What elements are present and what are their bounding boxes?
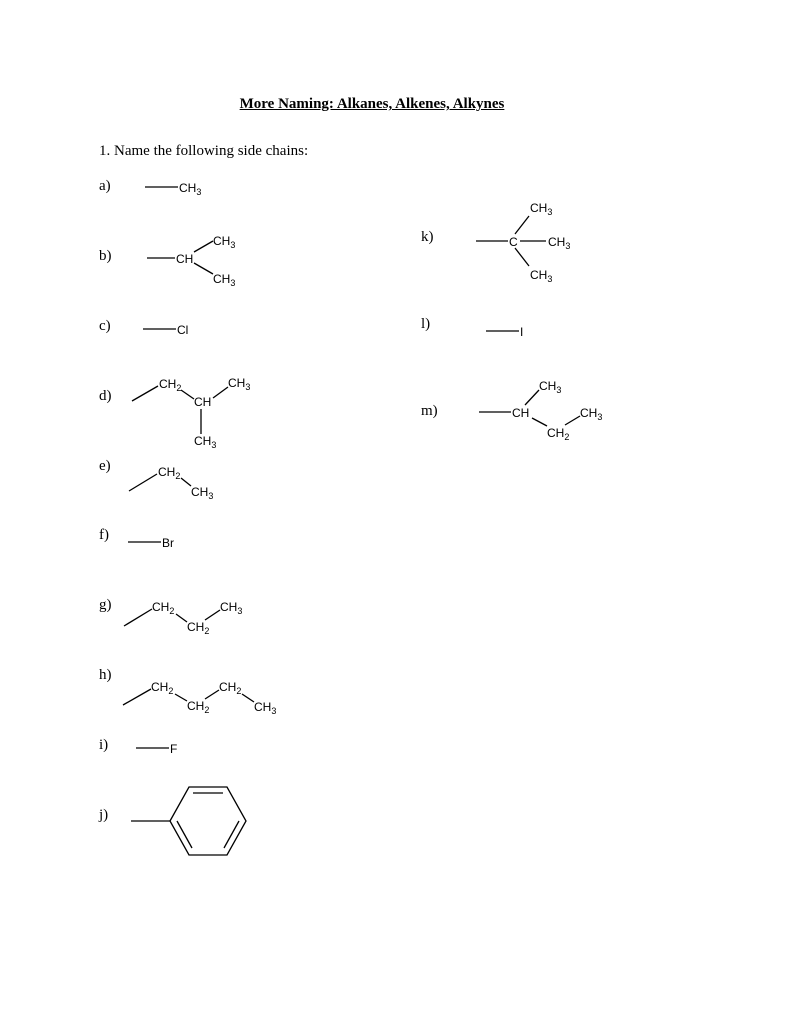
label-m: m) (421, 403, 438, 419)
group-ch3: $CH_3$ (220, 600, 243, 616)
group-ch: CH (194, 395, 212, 409)
group-ch3: $CH_3$ (530, 201, 553, 217)
bond (181, 478, 191, 486)
question-1: 1. Name the following side chains: (99, 143, 309, 159)
structure-b (147, 234, 235, 288)
label-l: l) (421, 316, 431, 332)
group-i: I (520, 325, 524, 339)
bond (129, 474, 157, 491)
bond (205, 610, 220, 620)
label-c: c) (99, 318, 111, 334)
structure-k (476, 201, 570, 284)
group-ch3: $CH_3$ (254, 700, 277, 716)
bond (194, 241, 213, 252)
group-ch3: $CH_3$ (539, 379, 562, 395)
group-ch2: $CH_2$ (151, 680, 174, 696)
label-g: g) (99, 597, 112, 613)
group-ch2: $CH_2$ (547, 426, 570, 442)
group-ch2: $CH_2$ (158, 465, 181, 481)
label-e: e) (99, 458, 111, 474)
structure-h (123, 680, 276, 716)
label-h: h) (99, 667, 112, 683)
group-ch3: $CH_3$ (548, 235, 571, 251)
group-ch3: $CH_3$ (213, 272, 236, 288)
group-ch3: $CH_3$ (179, 181, 202, 197)
label-i: i) (99, 737, 109, 753)
label-j: j) (99, 807, 109, 823)
structure-a (145, 181, 201, 197)
structure-l (486, 325, 523, 339)
double-bond (177, 821, 192, 848)
bond (532, 418, 547, 426)
label-f: f) (99, 527, 109, 543)
bond (175, 694, 187, 701)
benzene-ring (170, 787, 246, 855)
group-c: C (509, 235, 518, 249)
structure-c (143, 323, 188, 337)
group-ch2: $CH_2$ (152, 600, 175, 616)
structure-i (136, 742, 177, 756)
label-k: k) (421, 229, 434, 245)
group-ch3: $CH_3$ (228, 376, 251, 392)
structure-m (479, 379, 602, 442)
group-ch2: $CH_2$ (159, 377, 182, 393)
group-f: F (170, 742, 178, 756)
bond (194, 263, 213, 274)
structure-j (131, 787, 246, 855)
bond (132, 386, 158, 401)
group-ch3: $CH_3$ (530, 268, 553, 284)
group-ch3: $CH_3$ (191, 485, 214, 501)
structure-e (129, 465, 213, 501)
group-ch3: $CH_3$ (580, 406, 603, 422)
bond (242, 694, 254, 702)
label-a: a) (99, 178, 111, 194)
group-ch3: $CH_3$ (194, 434, 217, 450)
bond (123, 689, 151, 705)
group-ch: CH (512, 406, 530, 420)
structure-d (132, 376, 250, 450)
group-ch2: $CH_2$ (187, 620, 210, 636)
bond (176, 614, 187, 622)
bond (565, 416, 580, 425)
group-cl: Cl (177, 323, 189, 337)
structure-g (124, 600, 242, 636)
bond (213, 387, 228, 398)
bond (181, 390, 194, 399)
label-d: d) (99, 388, 112, 404)
group-ch2: $CH_2$ (187, 699, 210, 715)
group-ch3: $CH_3$ (213, 234, 236, 250)
structure-f (128, 536, 174, 550)
group-ch2: $CH_2$ (219, 680, 242, 696)
bond (205, 690, 219, 699)
group-ch: CH (176, 252, 194, 266)
bond (515, 216, 529, 234)
bond (124, 609, 152, 626)
bond (525, 390, 539, 405)
group-br: Br (162, 536, 174, 550)
double-bond (224, 821, 239, 848)
bond (515, 248, 529, 266)
label-b: b) (99, 248, 112, 264)
page-title: More Naming: Alkanes, Alkenes, Alkynes (239, 96, 505, 112)
